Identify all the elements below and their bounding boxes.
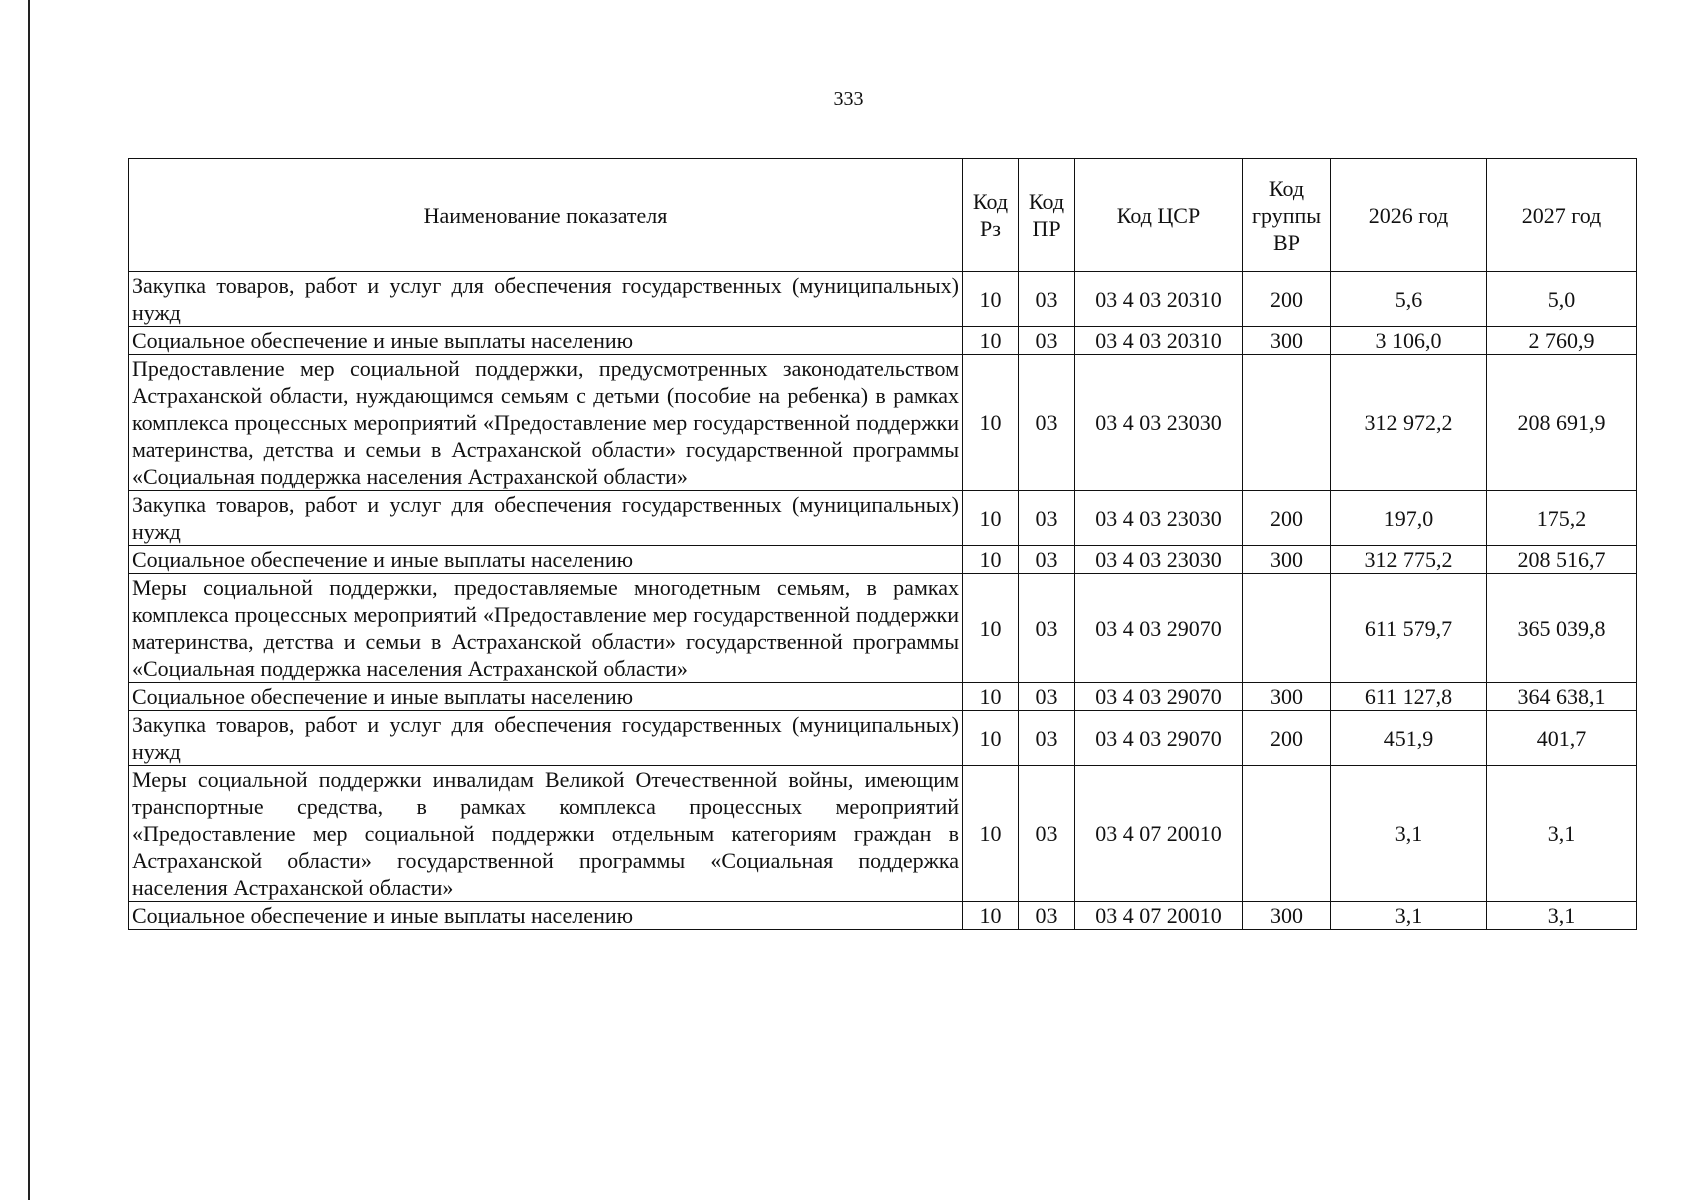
row-vr: 300 [1243,902,1331,930]
row-csr: 03 4 03 23030 [1075,355,1243,491]
row-csr: 03 4 03 29070 [1075,711,1243,766]
table-row [129,711,1637,766]
page-number: 333 [833,88,864,110]
row-csr: 03 4 03 23030 [1075,491,1243,546]
row-2027: 208 691,9 [1487,355,1637,491]
table-row [129,683,1637,711]
row-pr: 03 [1019,902,1075,930]
row-rz: 10 [963,902,1019,930]
row-2026: 451,9 [1331,711,1487,766]
row-pr: 03 [1019,491,1075,546]
row-rz: 10 [963,546,1019,574]
row-vr [1243,355,1331,491]
row-2026: 611 127,8 [1331,683,1487,711]
table-row [129,272,1637,327]
table-body [129,272,1637,930]
row-2027: 365 039,8 [1487,574,1637,683]
row-name: Социальное обеспечение и иные выплаты населению [129,546,963,574]
row-name: Закупка товаров, работ и услуг для обеспечения государственных (муниципальных) нужд [129,272,963,327]
row-rz: 10 [963,711,1019,766]
row-rz: 10 [963,766,1019,902]
row-name: Социальное обеспечение и иные выплаты населению [129,683,963,711]
row-csr: 03 4 03 29070 [1075,574,1243,683]
row-2026: 3,1 [1331,766,1487,902]
row-2026: 3 106,0 [1331,327,1487,355]
header-name: Наименование показателя [129,159,963,272]
row-pr: 03 [1019,355,1075,491]
row-vr: 300 [1243,546,1331,574]
row-2027: 401,7 [1487,711,1637,766]
table-row [129,491,1637,546]
header-2027: 2027 год [1487,159,1637,272]
row-csr: 03 4 03 29070 [1075,683,1243,711]
row-rz: 10 [963,327,1019,355]
table-row [129,355,1637,491]
row-2027: 175,2 [1487,491,1637,546]
row-name: Предоставление мер социальной поддержки, предусмотренных законодательством Астраханской области, нуждающимся семьям с детьми (пособие на ребенка) в рамках комплекса процессных мероприятий «Предоставление мер государственной поддержки материнства, детства и семьи в Астраханской области» государственной программы «Социальная поддержка населения Астраханской области» [129,355,963,491]
row-2027: 3,1 [1487,902,1637,930]
row-rz: 10 [963,683,1019,711]
row-2026: 312 972,2 [1331,355,1487,491]
header-pr: Код ПР [1019,159,1075,272]
row-name: Меры социальной поддержки инвалидам Великой Отечественной войны, имеющим транспортные средства, в рамках комплекса процессных мероприятий «Предоставление мер социальной поддержки отдельным категориям граждан в Астраханской области» государственной программы «Социальная поддержка населения Астраханской области» [129,766,963,902]
row-vr [1243,766,1331,902]
row-name: Социальное обеспечение и иные выплаты населению [129,327,963,355]
table-row [129,574,1637,683]
scan-edge-line [28,0,30,1200]
row-pr: 03 [1019,574,1075,683]
row-pr: 03 [1019,327,1075,355]
budget-table [128,158,1637,930]
row-2026: 3,1 [1331,902,1487,930]
row-rz: 10 [963,355,1019,491]
row-csr: 03 4 03 20310 [1075,327,1243,355]
row-vr [1243,574,1331,683]
row-name: Социальное обеспечение и иные выплаты населению [129,902,963,930]
row-pr: 03 [1019,546,1075,574]
row-2027: 208 516,7 [1487,546,1637,574]
row-2027: 2 760,9 [1487,327,1637,355]
row-csr: 03 4 07 20010 [1075,902,1243,930]
row-2027: 5,0 [1487,272,1637,327]
row-pr: 03 [1019,766,1075,902]
table-row [129,902,1637,930]
row-rz: 10 [963,574,1019,683]
header-csr: Код ЦСР [1075,159,1243,272]
row-vr: 300 [1243,683,1331,711]
table-row [129,546,1637,574]
row-pr: 03 [1019,683,1075,711]
row-vr: 200 [1243,491,1331,546]
row-2026: 312 775,2 [1331,546,1487,574]
row-2026: 5,6 [1331,272,1487,327]
row-name: Закупка товаров, работ и услуг для обеспечения государственных (муниципальных) нужд [129,491,963,546]
header-2026: 2026 год [1331,159,1487,272]
table-row [129,766,1637,902]
row-2027: 3,1 [1487,766,1637,902]
row-vr: 300 [1243,327,1331,355]
table-row [129,327,1637,355]
row-rz: 10 [963,272,1019,327]
row-rz: 10 [963,491,1019,546]
row-vr: 200 [1243,711,1331,766]
row-name: Меры социальной поддержки, предоставляемые многодетным семьям, в рамках комплекса процессных мероприятий «Предоставление мер государственной поддержки материнства, детства и семьи в Астраханской области» государственной программы «Социальная поддержка населения Астраханской области» [129,574,963,683]
table-header-row [129,159,1637,272]
row-csr: 03 4 03 23030 [1075,546,1243,574]
row-csr: 03 4 07 20010 [1075,766,1243,902]
row-name: Закупка товаров, работ и услуг для обеспечения государственных (муниципальных) нужд [129,711,963,766]
row-pr: 03 [1019,711,1075,766]
row-pr: 03 [1019,272,1075,327]
row-2026: 197,0 [1331,491,1487,546]
header-rz: Код Рз [963,159,1019,272]
row-2026: 611 579,7 [1331,574,1487,683]
row-2027: 364 638,1 [1487,683,1637,711]
row-csr: 03 4 03 20310 [1075,272,1243,327]
row-vr: 200 [1243,272,1331,327]
header-vr: Код группы ВР [1243,159,1331,272]
